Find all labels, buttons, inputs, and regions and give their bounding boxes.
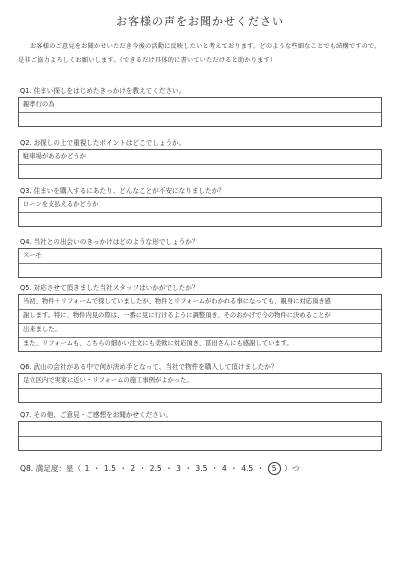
q1-answer: 親孝行の為 [23, 101, 55, 108]
q5-label: Q5. 対応させて頂きました当社スタッフはいかがでしたか？ [20, 284, 199, 292]
q1-label: Q1. 住まい探しをはじめたきっかけを教えてください。 [20, 87, 186, 95]
q3-answer: ローンを支払えるかどうか [23, 201, 99, 208]
rating-separator: ・ [136, 464, 149, 473]
q5-answer-box[interactable] [18, 294, 382, 352]
q3-answer-box[interactable] [18, 197, 382, 227]
q4-answer: スーモ [23, 252, 42, 259]
q6-answer-box[interactable] [18, 373, 382, 403]
q5-answer-line: また、リフォームも、こちらの細かい注文にも柔軟に対応頂き、冨田さんにも感謝しています。 [23, 340, 293, 347]
q7-label: Q7. その他、ご意見・ご感想をお聞かせください。 [20, 411, 173, 419]
rating-separator: ・ [227, 464, 241, 473]
rating-option[interactable]: 3 [176, 464, 181, 473]
q5-answer-line: 出来ました。 [23, 326, 61, 333]
rating-option[interactable]: 1 [84, 464, 90, 473]
q2-answer-box[interactable] [18, 149, 382, 179]
q6-answer: 足立区内で実家に近い・リフォームの施工事例がよかった。 [23, 377, 193, 384]
rating-option[interactable]: 2.5 [149, 464, 162, 473]
q7-answer-box[interactable] [18, 421, 382, 451]
rating-separator: ・ [182, 464, 195, 473]
q1-answer-box[interactable] [18, 97, 382, 127]
q2-label: Q2. お探しの上で重視したポイントはどこでしょうか。 [20, 139, 186, 147]
page-title: お客様の声をお聞かせください [116, 15, 284, 28]
rating-option[interactable]: 1.5 [103, 464, 116, 473]
q8-options [84, 464, 282, 473]
q8-label: Q8. 満足度：星（ [20, 464, 82, 473]
q3-label: Q3. 住まいを購入するにあたり、どんなことが不安になりましたか？ [20, 187, 225, 195]
q5-answer-line: 当初、物件＋リフォームで探していましたが、物件とリフォームがわかれる事になっても、親身に対応頂き感 [23, 298, 331, 305]
q6-label: Q6. 武山の会社がある中で何が決め手となって、当社で物件を購入して頂けましたか？ [20, 363, 278, 371]
q2-answer: 駐車場があるかどうか [23, 153, 86, 160]
q8-rating [20, 462, 299, 475]
rating-option[interactable]: 4 [221, 464, 227, 473]
q5-answer-line: 謝します。特に、物件内見の際は、一番に見に行けるように調整頂き、そのおかげで今の物件に決めることが [23, 312, 331, 319]
rating-separator: ・ [162, 464, 176, 473]
q4-label: Q4. 当社との出会いのきっかけはどのような形でしょうか？ [20, 238, 199, 246]
rating-option[interactable]: 3.5 [195, 464, 208, 473]
rating-separator: ・ [254, 464, 267, 473]
intro-text: お客様のご意見をお聞かせいただき今後の活動に反映したいと考えております。どのような些細なことでも結構ですので、是非ご協力よろしくお願いします。（できるだけ具体的に書いていただけると助かります） [18, 43, 381, 64]
q4-answer-box[interactable] [18, 248, 382, 278]
rating-separator: ・ [208, 464, 221, 473]
rating-separator: ・ [116, 464, 130, 473]
rating-option-selected[interactable]: 5 [268, 462, 281, 475]
rating-option[interactable]: 2 [130, 464, 136, 473]
rating-option[interactable]: 4.5 [241, 464, 254, 473]
q8-suffix: ）つ [284, 464, 300, 473]
rating-separator: ・ [90, 464, 103, 473]
